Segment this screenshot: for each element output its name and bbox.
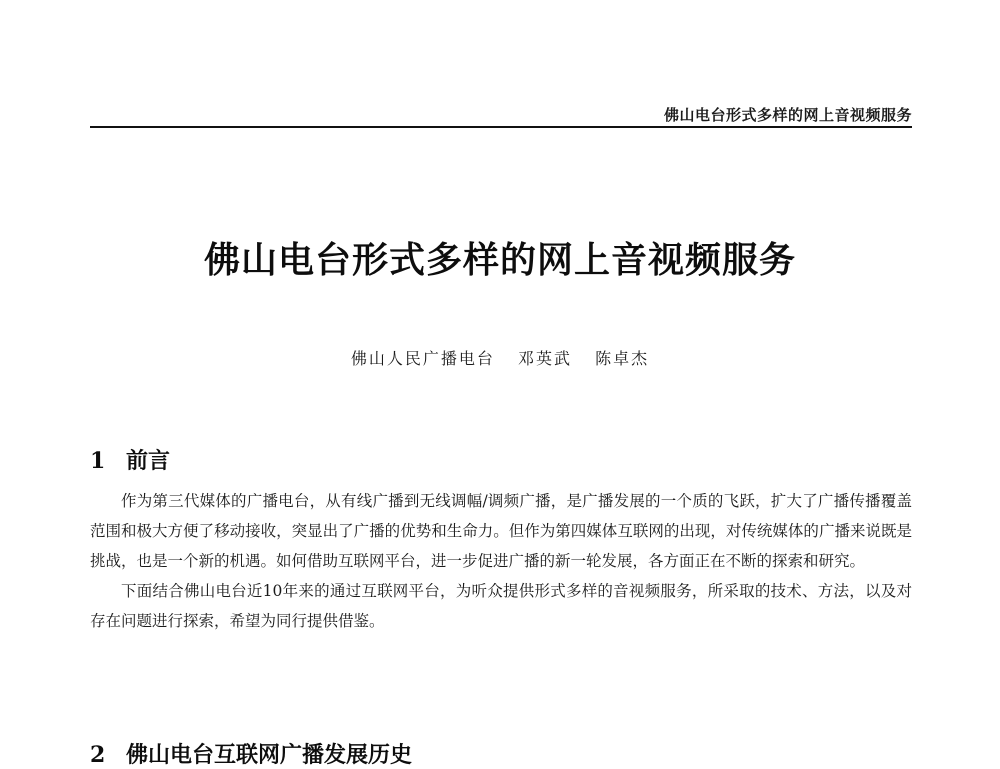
section-number: 1: [90, 448, 106, 474]
author-name: 陈卓杰: [595, 349, 650, 368]
author-name: 邓英武: [517, 349, 572, 368]
author-line: [0, 346, 1000, 369]
page-title: 佛山电台形式多样的网上音视频服务: [203, 239, 796, 281]
section-heading: [90, 444, 170, 475]
section-title: 佛山电台互联网广播发展历史: [126, 742, 413, 768]
running-header: 佛山电台形式多样的网上音视频服务: [663, 106, 912, 124]
paragraph: 下面结合佛山电台近10年来的通过互联网平台，为听众提供形式多样的音视频服务，所采取的技术、方法，以及对存在问题进行探索，希望为同行提供借鉴。: [90, 582, 912, 630]
section-title: 前言: [126, 448, 171, 474]
paragraph: 作为第三代媒体的广播电台，从有线广播到无线调幅/调频广播，是广播发展的一个质的飞跃，扩大了广播传播覆盖范围和极大方便了移动接收，突显出了广播的优势和生命力。但作为第四媒体互联网的出现，对传统媒体的广播来说既是挑战，也是一个新的机遇。如何借助互联网平台，进一步促进广播的新一轮发展，各方面正在不断的探索和研究。: [90, 492, 912, 570]
author-affiliation: 佛山人民广播电台: [350, 349, 495, 368]
header-rule: [90, 126, 912, 128]
section-number: 2: [90, 742, 106, 768]
section-heading: [90, 738, 412, 769]
section-body: [90, 486, 912, 636]
